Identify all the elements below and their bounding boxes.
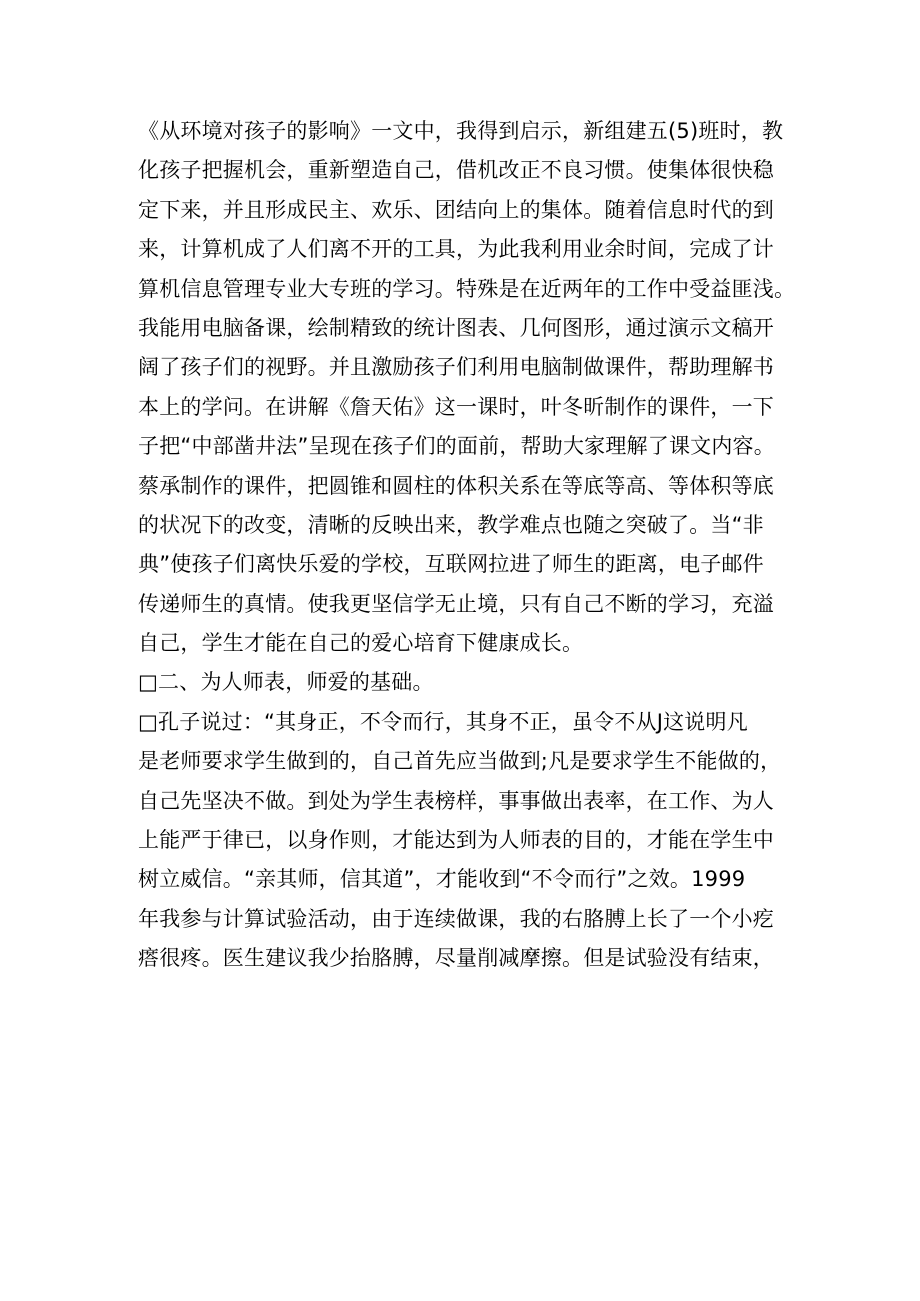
text-line: 化孩子把握机会，重新塑造自己，借机改正不良习惯。使集体很快稳	[138, 158, 774, 183]
text-line: 本上的学问。在讲解《詹天佑》这一课时，叶冬昕制作的课件，一下	[138, 394, 774, 419]
text-line: 我能用电脑备课，绘制精致的统计图表、几何图形，通过演示文稿开	[138, 315, 774, 340]
text-line: 来，计算机成了人们离不开的工具，为此我利用业余时间，完成了计	[138, 237, 774, 262]
text-line: 阔了孩子们的视野。并且激励孩子们利用电脑制做课件，帮助理解书	[138, 355, 774, 380]
text-line: 自己先坚决不做。到处为学生表榜样，事事做出表率，在工作、为人	[138, 788, 774, 813]
text-line: 是老师要求学生做到的，自己首先应当做到;凡是要求学生不能做的，	[138, 749, 782, 774]
text-line: 子把“中部凿井法”呈现在孩子们的面前，帮助大家理解了课文内容。	[138, 434, 775, 459]
text-line: 树立威信。“亲其师，信其道”，才能收到“不令而行”之效。1999	[138, 867, 746, 892]
text-line: 的状况下的改变，清晰的反映出来，教学难点也随之突破了。当“非	[138, 512, 764, 537]
text-line: 年我参与计算试验活动，由于连续做课，我的右胳膊上长了一个小疙	[138, 906, 774, 931]
body-text	[138, 112, 798, 979]
text-line: 典”使孩子们离快乐爱的学校，互联网拉进了师生的距离，电子邮件	[138, 552, 764, 577]
text-line: 瘩很疼。医生建议我少抬胳膊，尽量削减摩擦。但是试验没有结束，	[138, 946, 774, 971]
text-line: 蔡承制作的课件，把圆锥和圆柱的体积关系在等底等高、等体积等底	[138, 473, 774, 498]
text-line: 上能严于律已，以身作则，才能达到为人师表的目的，才能在学生中	[138, 828, 774, 853]
section-heading: □二、为人师表，师爱的基础。	[138, 670, 434, 695]
text-line: 《从环境对孩子的影响》一文中，我得到启示，新组建五(5)班时，教	[138, 119, 784, 143]
text-line: 算机信息管理专业大专班的学习。特殊是在近两年的工作中受益匪浅。	[138, 276, 796, 301]
text-line: 定下来，并且形成民主、欢乐、团结向上的集体。随着信息时代的到	[138, 197, 774, 222]
text-line: □孔子说过：“其身正，不令而行，其身不正，虽令不从J这说明凡	[138, 709, 748, 734]
text-line: 传递师生的真情。使我更坚信学无止境，只有自己不断的学习，充溢	[138, 591, 774, 616]
text-line: 自己，学生才能在自己的爱心培育下健康成长。	[138, 631, 584, 656]
